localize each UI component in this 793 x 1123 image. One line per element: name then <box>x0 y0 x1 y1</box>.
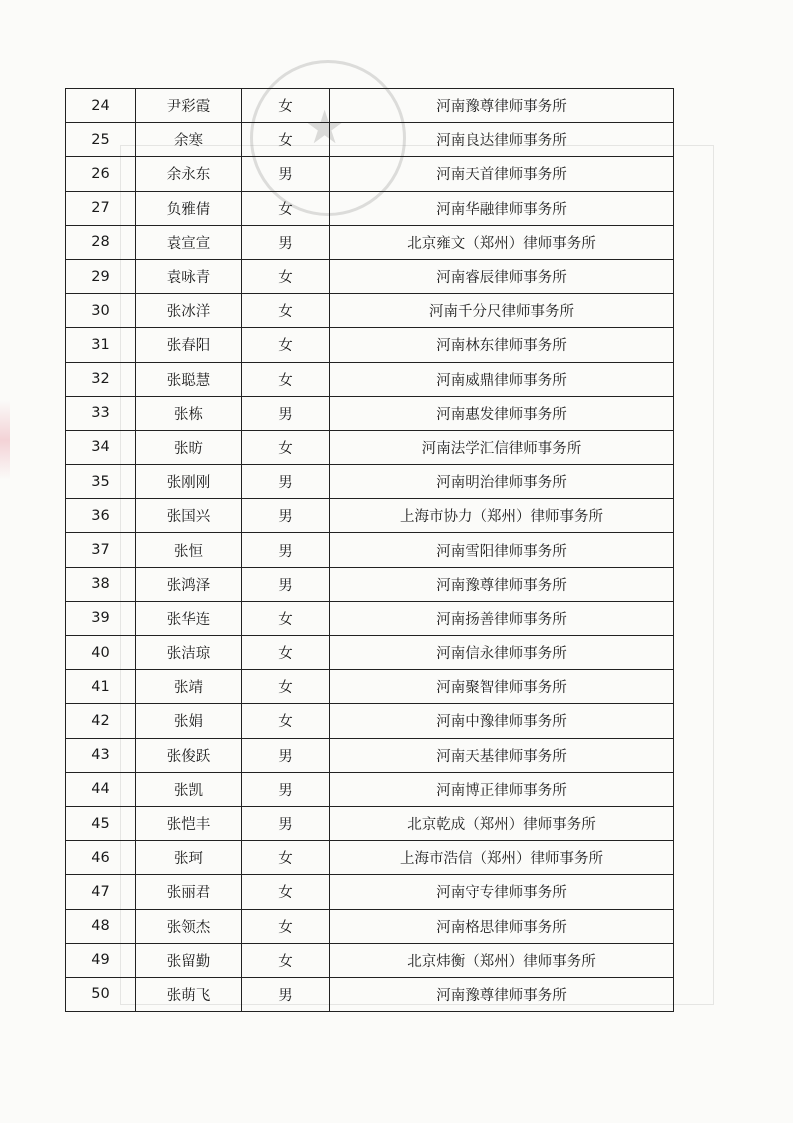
lawyer-name: 张留勤 <box>136 943 242 977</box>
table-row <box>66 601 674 635</box>
lawyer-name: 张凯 <box>136 772 242 806</box>
table-row <box>66 191 674 225</box>
law-firm: 河南天首律师事务所 <box>330 157 674 191</box>
lawyer-name: 张鸿泽 <box>136 567 242 601</box>
lawyer-gender: 男 <box>242 567 330 601</box>
table-row <box>66 875 674 909</box>
law-firm: 河南法学汇信律师事务所 <box>330 430 674 464</box>
table-row <box>66 499 674 533</box>
table-row <box>66 89 674 123</box>
row-number: 40 <box>66 636 136 670</box>
law-firm: 河南睿辰律师事务所 <box>330 259 674 293</box>
lawyer-name: 张国兴 <box>136 499 242 533</box>
lawyer-gender: 女 <box>242 636 330 670</box>
law-firm: 河南信永律师事务所 <box>330 636 674 670</box>
row-number: 41 <box>66 670 136 704</box>
table-row <box>66 841 674 875</box>
table-row <box>66 943 674 977</box>
law-firm: 河南明治律师事务所 <box>330 465 674 499</box>
lawyer-name: 张靖 <box>136 670 242 704</box>
row-number: 46 <box>66 841 136 875</box>
law-firm: 河南博正律师事务所 <box>330 772 674 806</box>
law-firm: 北京乾成（郑州）律师事务所 <box>330 806 674 840</box>
lawyer-gender: 男 <box>242 396 330 430</box>
law-firm: 上海市浩信（郑州）律师事务所 <box>330 841 674 875</box>
lawyer-name: 张萌飞 <box>136 977 242 1011</box>
law-firm: 河南中豫律师事务所 <box>330 704 674 738</box>
table-row <box>66 362 674 396</box>
lawyer-gender: 男 <box>242 738 330 772</box>
lawyer-gender: 女 <box>242 670 330 704</box>
lawyer-name: 张栋 <box>136 396 242 430</box>
lawyer-gender: 女 <box>242 841 330 875</box>
row-number: 48 <box>66 909 136 943</box>
lawyer-name: 张春阳 <box>136 328 242 362</box>
law-firm: 河南华融律师事务所 <box>330 191 674 225</box>
table-row <box>66 465 674 499</box>
lawyer-gender: 女 <box>242 362 330 396</box>
row-number: 39 <box>66 601 136 635</box>
law-firm: 河南天基律师事务所 <box>330 738 674 772</box>
row-number: 35 <box>66 465 136 499</box>
lawyer-gender: 女 <box>242 875 330 909</box>
lawyer-name: 张珂 <box>136 841 242 875</box>
lawyer-name: 余永东 <box>136 157 242 191</box>
row-number: 34 <box>66 430 136 464</box>
lawyer-gender: 女 <box>242 191 330 225</box>
table-row <box>66 977 674 1011</box>
row-number: 30 <box>66 294 136 328</box>
row-number: 32 <box>66 362 136 396</box>
row-number: 43 <box>66 738 136 772</box>
lawyer-name: 袁宣宣 <box>136 225 242 259</box>
table-row <box>66 567 674 601</box>
lawyer-gender: 男 <box>242 499 330 533</box>
table-row <box>66 704 674 738</box>
lawyer-roster-table <box>65 88 674 1012</box>
lawyer-gender: 男 <box>242 977 330 1011</box>
lawyer-gender: 女 <box>242 909 330 943</box>
lawyer-gender: 女 <box>242 123 330 157</box>
law-firm: 河南惠发律师事务所 <box>330 396 674 430</box>
lawyer-name: 张冰洋 <box>136 294 242 328</box>
row-number: 38 <box>66 567 136 601</box>
row-number: 47 <box>66 875 136 909</box>
lawyer-gender: 女 <box>242 259 330 293</box>
lawyer-name: 张洁琼 <box>136 636 242 670</box>
law-firm: 河南威鼎律师事务所 <box>330 362 674 396</box>
law-firm: 河南豫尊律师事务所 <box>330 89 674 123</box>
row-number: 28 <box>66 225 136 259</box>
table-row <box>66 225 674 259</box>
table-row <box>66 328 674 362</box>
lawyer-name: 张领杰 <box>136 909 242 943</box>
lawyer-name: 余寒 <box>136 123 242 157</box>
law-firm: 河南守专律师事务所 <box>330 875 674 909</box>
row-number: 49 <box>66 943 136 977</box>
law-firm: 上海市协力（郑州）律师事务所 <box>330 499 674 533</box>
roster-body <box>66 89 674 1012</box>
row-number: 33 <box>66 396 136 430</box>
table-row <box>66 157 674 191</box>
lawyer-name: 张刚刚 <box>136 465 242 499</box>
lawyer-gender: 男 <box>242 772 330 806</box>
table-row <box>66 294 674 328</box>
lawyer-gender: 男 <box>242 533 330 567</box>
table-row <box>66 738 674 772</box>
row-number: 36 <box>66 499 136 533</box>
table-row <box>66 430 674 464</box>
law-firm: 河南格思律师事务所 <box>330 909 674 943</box>
table-row <box>66 806 674 840</box>
law-firm: 河南雪阳律师事务所 <box>330 533 674 567</box>
lawyer-gender: 女 <box>242 328 330 362</box>
table-row <box>66 123 674 157</box>
lawyer-gender: 男 <box>242 225 330 259</box>
table-row <box>66 670 674 704</box>
lawyer-name: 张俊跃 <box>136 738 242 772</box>
lawyer-gender: 女 <box>242 943 330 977</box>
edge-stamp-mark <box>0 400 10 480</box>
row-number: 45 <box>66 806 136 840</box>
law-firm: 河南林东律师事务所 <box>330 328 674 362</box>
lawyer-name: 张昉 <box>136 430 242 464</box>
law-firm: 河南良达律师事务所 <box>330 123 674 157</box>
row-number: 25 <box>66 123 136 157</box>
law-firm: 河南千分尺律师事务所 <box>330 294 674 328</box>
lawyer-name: 尹彩霞 <box>136 89 242 123</box>
row-number: 37 <box>66 533 136 567</box>
lawyer-name: 袁咏青 <box>136 259 242 293</box>
table-row <box>66 636 674 670</box>
row-number: 27 <box>66 191 136 225</box>
table-row <box>66 533 674 567</box>
row-number: 31 <box>66 328 136 362</box>
table-row <box>66 259 674 293</box>
lawyer-name: 张娟 <box>136 704 242 738</box>
row-number: 29 <box>66 259 136 293</box>
law-firm: 河南聚智律师事务所 <box>330 670 674 704</box>
lawyer-name: 张华连 <box>136 601 242 635</box>
lawyer-name: 张聪慧 <box>136 362 242 396</box>
lawyer-gender: 女 <box>242 704 330 738</box>
row-number: 24 <box>66 89 136 123</box>
table-row <box>66 772 674 806</box>
lawyer-gender: 女 <box>242 294 330 328</box>
lawyer-name: 张丽君 <box>136 875 242 909</box>
lawyer-name: 张恺丰 <box>136 806 242 840</box>
table-row <box>66 396 674 430</box>
law-firm: 北京雍文（郑州）律师事务所 <box>330 225 674 259</box>
law-firm: 北京炜衡（郑州）律师事务所 <box>330 943 674 977</box>
table-row <box>66 909 674 943</box>
lawyer-name: 负雅倩 <box>136 191 242 225</box>
law-firm: 河南扬善律师事务所 <box>330 601 674 635</box>
lawyer-gender: 女 <box>242 89 330 123</box>
row-number: 50 <box>66 977 136 1011</box>
law-firm: 河南豫尊律师事务所 <box>330 567 674 601</box>
lawyer-gender: 女 <box>242 601 330 635</box>
lawyer-gender: 男 <box>242 806 330 840</box>
lawyer-name: 张恒 <box>136 533 242 567</box>
law-firm: 河南豫尊律师事务所 <box>330 977 674 1011</box>
row-number: 26 <box>66 157 136 191</box>
lawyer-gender: 男 <box>242 157 330 191</box>
lawyer-gender: 女 <box>242 430 330 464</box>
row-number: 42 <box>66 704 136 738</box>
seal-star-icon: ★ <box>304 100 346 154</box>
lawyer-gender: 男 <box>242 465 330 499</box>
row-number: 44 <box>66 772 136 806</box>
